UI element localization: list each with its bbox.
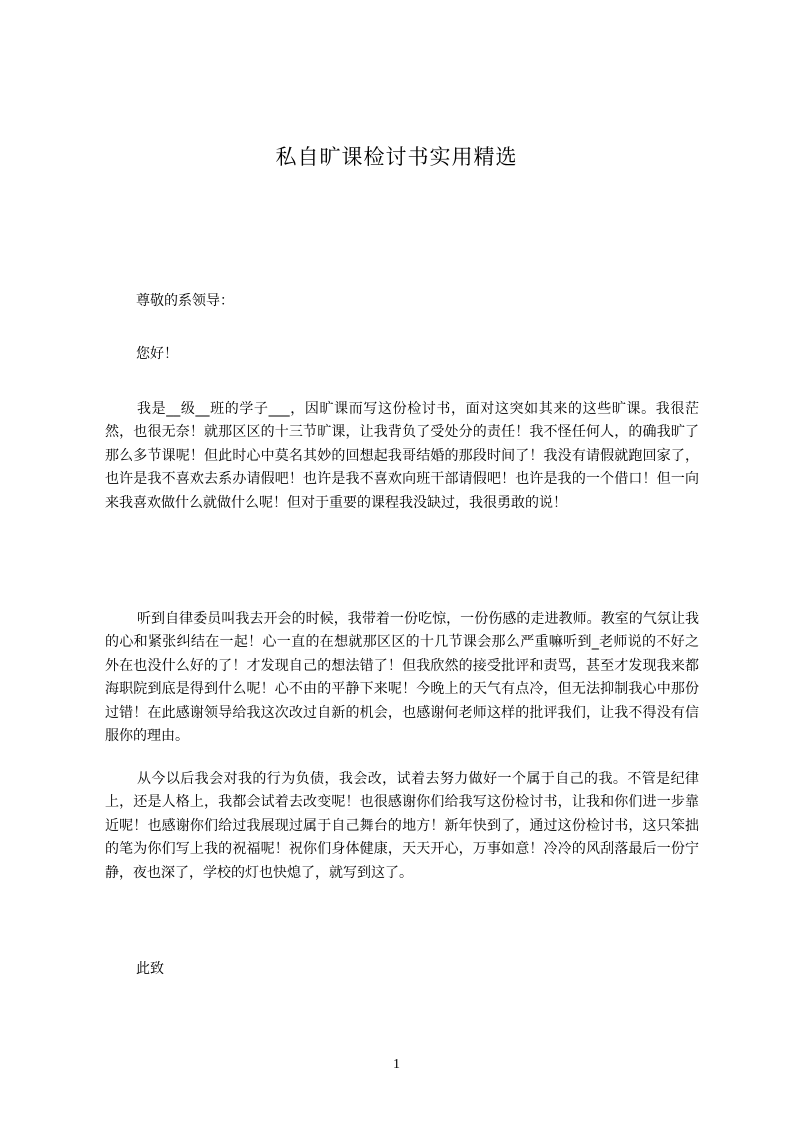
body-paragraph-3: 从今以后我会对我的行为负债，我会改，试着去努力做好一个属于自己的我。不管是纪律上，还是人格上，我都会试着去改变呢！也很感谢你们给我写这份检讨书，让我和你们进一步靠近呢！也感谢你们给过我展现过属于自己舞台的地方！新年快到了，通过这份检讨书，这只笨拙的笔为你们写上我的祝福呢！祝你们身体健康，天天开心，万事如意！冷冷的风刮落最后一份宁静，夜也深了，学校的灯也快熄了，就写到这了。 — [105, 771, 699, 881]
salutation: 尊敬的系领导： — [136, 293, 234, 309]
body-paragraph-1: 我是__级__班的学子___，因旷课而写这份检讨书，面对这突如其来的这些旷课。我很茫然，也很无奈！就那区区的十三节旷课，让我背负了受处分的责任！我不怪任何人，的确我旷了那么多节课呢！但此时心中莫名其妙的回想起我哥结婚的那段时间了！我没有请假就跑回家了，也许是我不喜欢去系办请假吧！也许是我不喜欢向班干部请假吧！也许是我的一个借口！但一向来我喜欢做什么就做什么呢！但对于重要的课程我没缺过，我很勇敢的说！ — [105, 401, 699, 511]
greeting: 您好！ — [136, 346, 178, 362]
page-number: 1 — [393, 1057, 400, 1072]
closing: 此致 — [136, 961, 164, 977]
body-paragraph-2: 听到自律委员叫我去开会的时候，我带着一份吃惊，一份伤感的走进教师。教室的气氛让我的心和紧张纠结在一起！心一直的在想就那区区的十几节课会那么严重嘛听到_老师说的不好之外在也没什么好的了！才发现自己的想法错了！但我欣然的接受批评和责骂，甚至才发现我来都海职院到底是得到什么呢！心不由的平静下来呢！今晚上的天气有点冷，但无法抑制我心中那份过错！在此感谢领导给我这次改过自新的机会，也感谢何老师这样的批评我们，让我不得没有信服你的理由。 — [105, 611, 699, 745]
document-title: 私自旷课检讨书实用精选 — [275, 145, 518, 169]
